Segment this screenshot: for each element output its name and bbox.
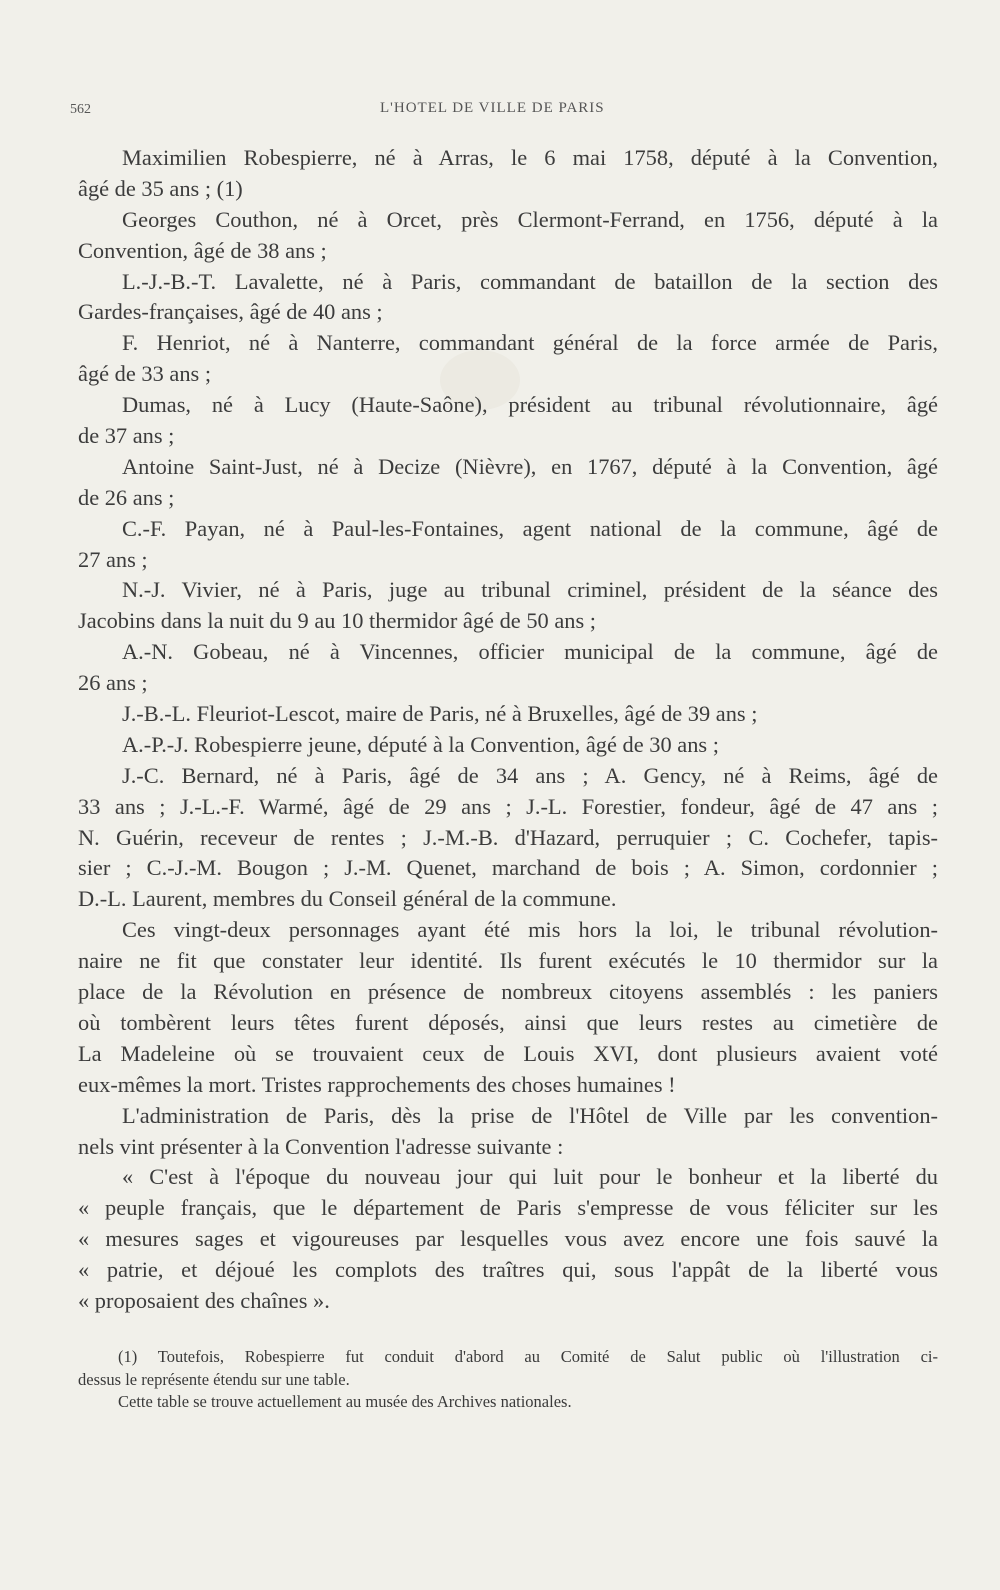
text-line: Ces vingt-deux personnages ayant été mis hors la loi, le tribunal révolution- xyxy=(122,917,938,943)
text-line: Gardes-françaises, âgé de 40 ans ; xyxy=(78,299,383,325)
footnote-line: (1) Toutefois, Robespierre fut conduit d'abord au Comité de Salut public où l'illustration ci- xyxy=(118,1347,938,1366)
body-text xyxy=(78,143,938,1317)
text-line: où tombèrent leurs têtes furent déposés, ainsi que leurs restes au cimetière de xyxy=(78,1009,938,1035)
footnotes xyxy=(78,1346,938,1414)
text-line: A.-P.-J. Robespierre jeune, député à la Convention, âgé de 30 ans ; xyxy=(122,731,719,757)
text-line: place de la Révolution en présence de nombreux citoyens assemblés : les paniers xyxy=(78,979,938,1005)
page-number: 562 xyxy=(70,102,91,117)
text-line: J.-B.-L. Fleuriot-Lescot, maire de Paris, né à Bruxelles, âgé de 39 ans ; xyxy=(122,701,758,727)
text-line: de 37 ans ; xyxy=(78,423,175,449)
text-line: Antoine Saint-Just, né à Decize (Nièvre), en 1767, député à la Convention, âgé xyxy=(122,453,938,479)
text-line: D.-L. Laurent, membres du Conseil général de la commune. xyxy=(78,886,617,912)
text-line: Maximilien Robespierre, né à Arras, le 6 mai 1758, député à la Convention, xyxy=(122,145,938,170)
text-line: 33 ans ; J.-L.-F. Warmé, âgé de 29 ans ; J.-L. Forestier, fondeur, âgé de 47 ans ; xyxy=(78,793,938,819)
text-line: C.-F. Payan, né à Paul-les-Fontaines, agent national de la commune, âgé de xyxy=(122,515,938,541)
text-line: « proposaient des chaînes ». xyxy=(78,1287,330,1313)
text-line: N.-J. Vivier, né à Paris, juge au tribunal criminel, président de la séance des xyxy=(122,577,938,603)
text-line: N. Guérin, receveur de rentes ; J.-M.-B. d'Hazard, perruquier ; C. Cochefer, tapis- xyxy=(78,824,938,850)
text-line: Georges Couthon, né à Orcet, près Clermont-Ferrand, en 1756, député à la xyxy=(122,206,938,232)
text-line: naire ne fit que constater leur identité. Ils furent exécutés le 10 thermidor sur la xyxy=(78,948,938,974)
text-line: F. Henriot, né à Nanterre, commandant général de la force armée de Paris, xyxy=(122,330,938,356)
text-line: 27 ans ; xyxy=(78,546,148,572)
text-line: 26 ans ; xyxy=(78,670,148,696)
text-line: Convention, âgé de 38 ans ; xyxy=(78,237,327,263)
text-line: eux-mêmes la mort. Tristes rapprochements des choses humaines ! xyxy=(78,1071,676,1097)
text-line: L.-J.-B.-T. Lavalette, né à Paris, commandant de bataillon de la section des xyxy=(122,268,938,294)
text-line: âgé de 33 ans ; xyxy=(78,361,212,387)
text-line: « patrie, et déjoué les complots des traîtres qui, sous l'appât de la liberté vous xyxy=(78,1257,938,1283)
footnote-line: Cette table se trouve actuellement au musée des Archives nationales. xyxy=(118,1392,572,1411)
text-line: « peuple français, que le département de Paris s'empresse de vous féliciter sur les xyxy=(78,1195,938,1221)
footnote-line: dessus le représente étendu sur une table. xyxy=(78,1369,350,1389)
running-header xyxy=(70,100,940,122)
text-line: La Madeleine où se trouvaient ceux de Louis XVI, dont plusieurs avaient voté xyxy=(78,1040,938,1066)
text-line: L'administration de Paris, dès la prise de l'Hôtel de Ville par les convention- xyxy=(122,1102,938,1128)
text-line: nels vint présenter à la Convention l'adresse suivante : xyxy=(78,1133,564,1159)
running-title: L'HOTEL DE VILLE DE PARIS xyxy=(380,100,605,116)
text-line: « mesures sages et vigoureuses par lesquelles vous avez encore une fois sauvé la xyxy=(78,1226,938,1252)
text-line: Dumas, né à Lucy (Haute-Saône), président au tribunal révolutionnaire, âgé xyxy=(122,392,938,418)
text-line: Jacobins dans la nuit du 9 au 10 thermidor âgé de 50 ans ; xyxy=(78,608,596,634)
text-line: « C'est à l'époque du nouveau jour qui luit pour le bonheur et la liberté du xyxy=(122,1164,938,1190)
text-line: âgé de 35 ans ; (1) xyxy=(78,175,243,201)
text-line: de 26 ans ; xyxy=(78,484,175,510)
text-line: A.-N. Gobeau, né à Vincennes, officier municipal de la commune, âgé de xyxy=(122,639,938,665)
text-line: J.-C. Bernard, né à Paris, âgé de 34 ans ; A. Gency, né à Reims, âgé de xyxy=(122,762,938,788)
text-line: sier ; C.-J.-M. Bougon ; J.-M. Quenet, marchand de bois ; A. Simon, cordonnier ; xyxy=(78,855,938,881)
